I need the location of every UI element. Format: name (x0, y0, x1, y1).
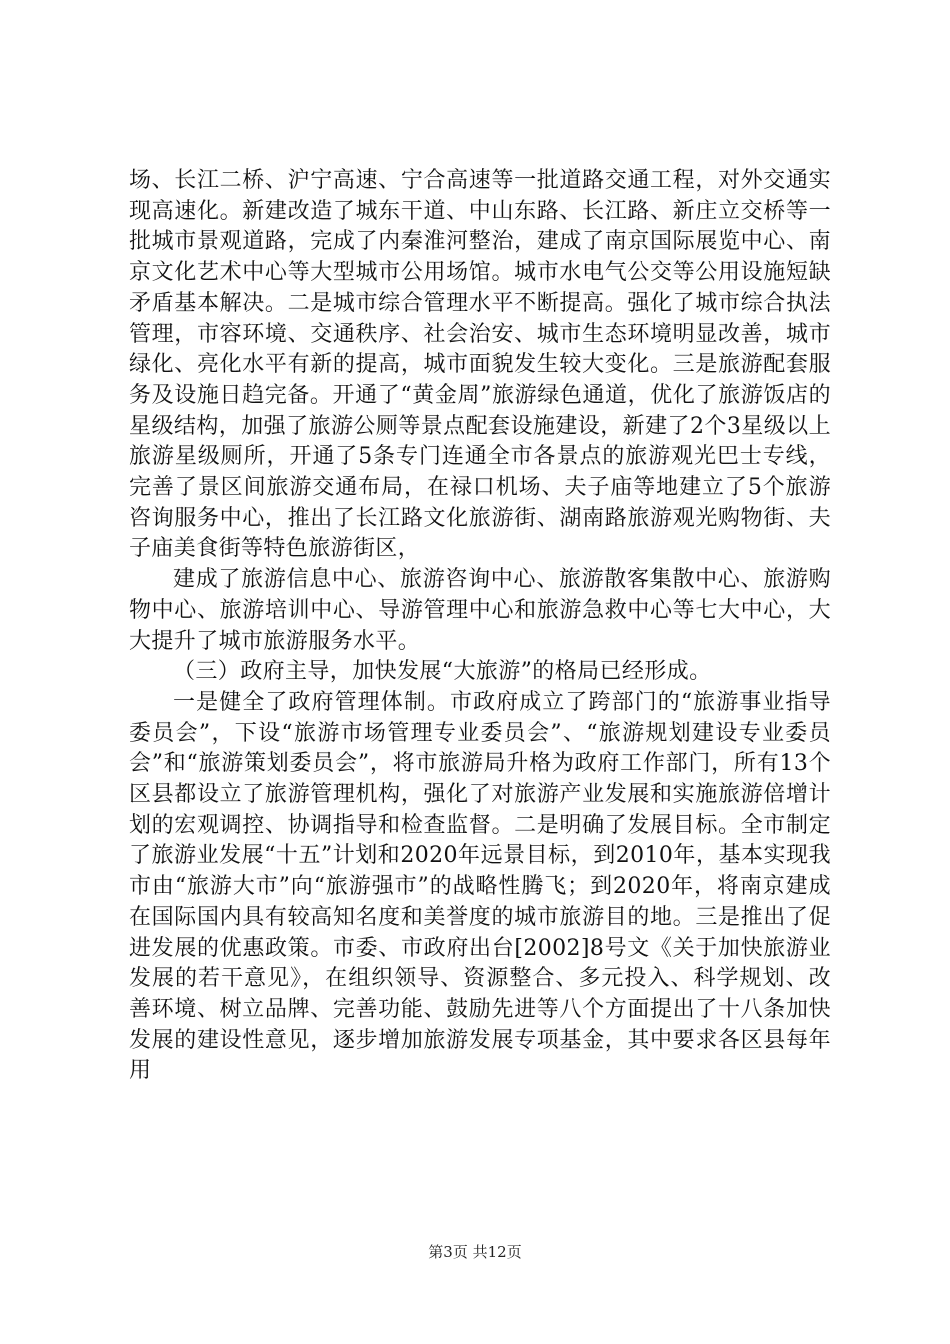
document-body (129, 166, 831, 1087)
paragraph-management-system: 一是健全了政府管理体制。市政府成立了跨部门的“旅游事业指导委员会”，下设“旅游市场管理专业委员会”、“旅游规划建设专业委员会”和“旅游策划委员会”，将市旅游局升格为政府工作部门，所有13个区县都设立了旅游管理机构，强化了对旅游产业发展和实施旅游倍增计划的宏观调控、协调指导和检查监督。二是明确了发展目标。全市制定了旅游业发展“十五”计划和2020年远景目标，到2010年，基本实现我市由“旅游大市”向“旅游强市”的战略性腾飞；到2020年，将南京建成在国际国内具有较高知名度和美誉度的城市旅游目的地。三是推出了促进发展的优惠政策。市委、市政府出台[2002]8号文《关于加快旅游业发展的若干意见》，在组织领导、资源整合、多元投入、科学规划、改善环境、树立品牌、完善功能、鼓励先进等八个方面提出了十八条加快发展的建设性意见，逐步增加旅游发展专项基金，其中要求各区县每年用 (129, 689, 831, 1084)
page-number-footer: 第3页 共12页 (428, 1243, 522, 1261)
paragraph-seven-centers: 建成了旅游信息中心、旅游咨询中心、旅游散客集散中心、旅游购物中心、旅游培训中心、导游管理中心和旅游急救中心等七大中心，大大提升了城市旅游服务水平。 (129, 567, 831, 654)
section-heading-government-led: （三）政府主导，加快发展“大旅游”的格局已经形成。 (173, 659, 712, 685)
paragraph-infrastructure: 场、长江二桥、沪宁高速、宁合高速等一批道路交通工程，对外交通实现高速化。新建改造了城东干道、中山东路、长江路、新庄立交桥等一批城市景观道路，完成了内秦淮河整治，建成了南京国际展览中心、南京文化艺术中心等大型城市公用场馆。城市水电气公交等公用设施短缺矛盾基本解决。二是城市综合管理水平不断提高。强化了城市综合执法管理，市容环境、交通秩序、社会治安、城市生态环境明显改善，城市绿化、亮化水平有新的提高，城市面貌发生较大变化。三是旅游配套服务及设施日趋完备。开通了“黄金周”旅游绿色通道，优化了旅游饭店的星级结构，加强了旅游公厕等景点配套设施建设，新建了2个3星级以上旅游星级厕所，开通了5条专门连通全市各景点的旅游观光巴士专线，完善了景区间旅游交通布局，在禄口机场、夫子庙等地建立了5个旅游咨询服务中心，推出了长江路文化旅游街、湖南路旅游观光购物街、夫子庙美食街等特色旅游街区， (129, 168, 831, 562)
